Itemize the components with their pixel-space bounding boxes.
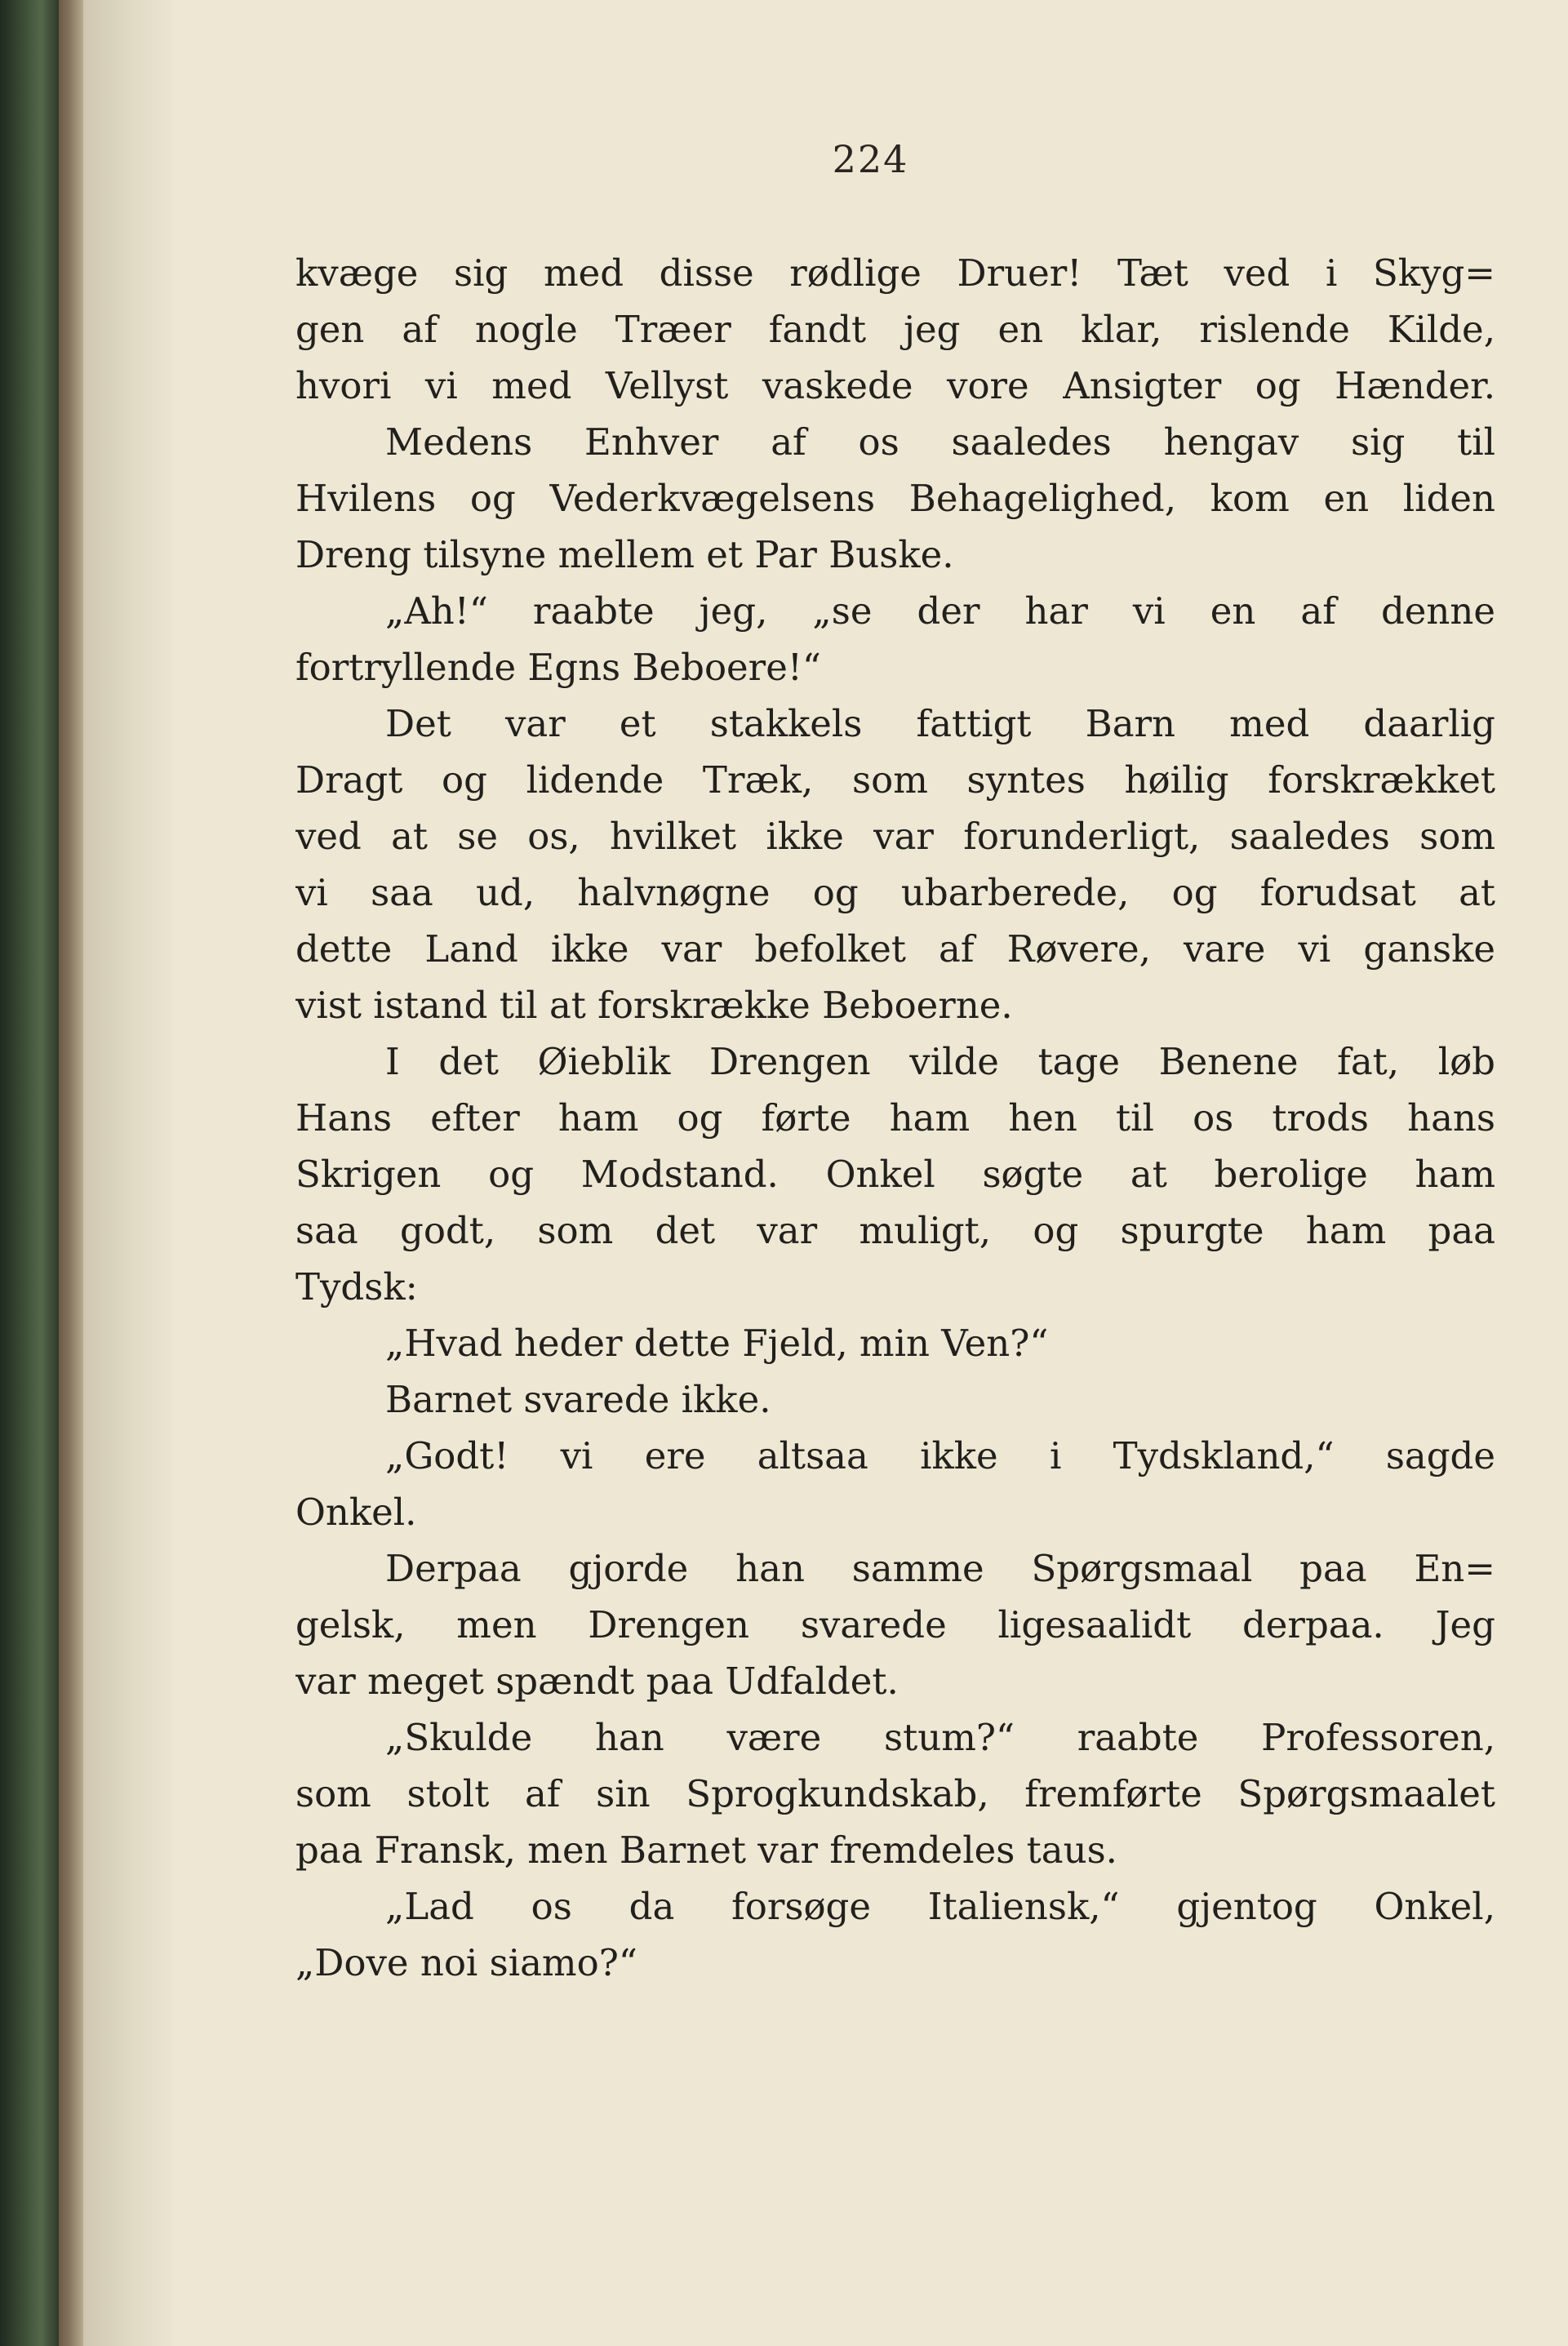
text-line: Medens Enhver af os saaledes hengav sig til — [385, 420, 1495, 464]
text-line: Hvilens og Vederkvægelsens Behagelighed, kom en liden — [295, 477, 1495, 520]
text-line: „Godt! vi ere altsaa ikke i Tydskland,“ sagde — [385, 1434, 1495, 1477]
text-line: kvæge sig med disse rødlige Druer! Tæt ved i Skyg= — [295, 251, 1495, 295]
text-line: Onkel. — [295, 1491, 417, 1534]
text-line: Derpaa gjorde han samme Spørgsmaal paa En= — [385, 1547, 1495, 1590]
text-line: gen af nogle Træer fandt jeg en klar, rislende Kilde, — [295, 308, 1495, 351]
text-line: Hans efter ham og førte ham hen til os trods hans — [295, 1096, 1495, 1140]
text-line: vist istand til at forskrække Beboerne. — [295, 984, 1013, 1027]
body-text — [295, 245, 1495, 1991]
text-line: paa Fransk, men Barnet var fremdeles taus. — [295, 1828, 1117, 1872]
text-line: „Lad os da forsøge Italiensk,“ gjentog Onkel, — [385, 1885, 1495, 1928]
page-number: 224 — [832, 137, 909, 181]
text-line: „Dove noi siamo?“ — [295, 1941, 637, 1984]
text-line: hvori vi med Vellyst vaskede vore Ansigter og Hænder. — [295, 364, 1495, 407]
text-line: Tydsk: — [295, 1265, 418, 1309]
page-gutter — [83, 0, 173, 2346]
text-line: vi saa ud, halvnøgne og ubarberede, og forudsat at — [295, 871, 1495, 914]
text-line: „Hvad heder dette Fjeld, min Ven?“ — [385, 1322, 1049, 1365]
text-line: dette Land ikke var befolket af Røvere, vare vi ganske — [295, 927, 1495, 971]
text-line: „Ah!“ raabte jeg, „se der har vi en af denne — [385, 589, 1495, 633]
text-line: ved at se os, hvilket ikke var forunderligt, saaledes som — [295, 815, 1495, 858]
text-line: Dragt og lidende Træk, som syntes høilig forskrækket — [295, 758, 1495, 802]
text-line: var meget spændt paa Udfaldet. — [295, 1660, 899, 1703]
text-line: fortryllende Egns Beboere!“ — [295, 646, 821, 689]
text-line: Barnet svarede ikke. — [385, 1378, 771, 1421]
text-line: „Skulde han være stum?“ raabte Professoren, — [385, 1716, 1495, 1759]
text-line: Dreng tilsyne mellem et Par Buske. — [295, 533, 954, 576]
text-line: som stolt af sin Sprogkundskab, fremførte Spørgsmaalet — [295, 1772, 1495, 1815]
text-line: I det Øieblik Drengen vilde tage Benene fat, løb — [385, 1040, 1495, 1083]
text-line: saa godt, som det var muligt, og spurgte ham paa — [295, 1209, 1495, 1252]
binding-edge — [59, 0, 83, 2346]
text-line: Skrigen og Modstand. Onkel søgte at berolige ham — [295, 1153, 1495, 1196]
text-line: gelsk, men Drengen svarede ligesaalidt derpaa. Jeg — [295, 1603, 1495, 1646]
book-spine — [0, 0, 59, 2346]
text-line: Det var et stakkels fattigt Barn med daarlig — [385, 702, 1495, 745]
